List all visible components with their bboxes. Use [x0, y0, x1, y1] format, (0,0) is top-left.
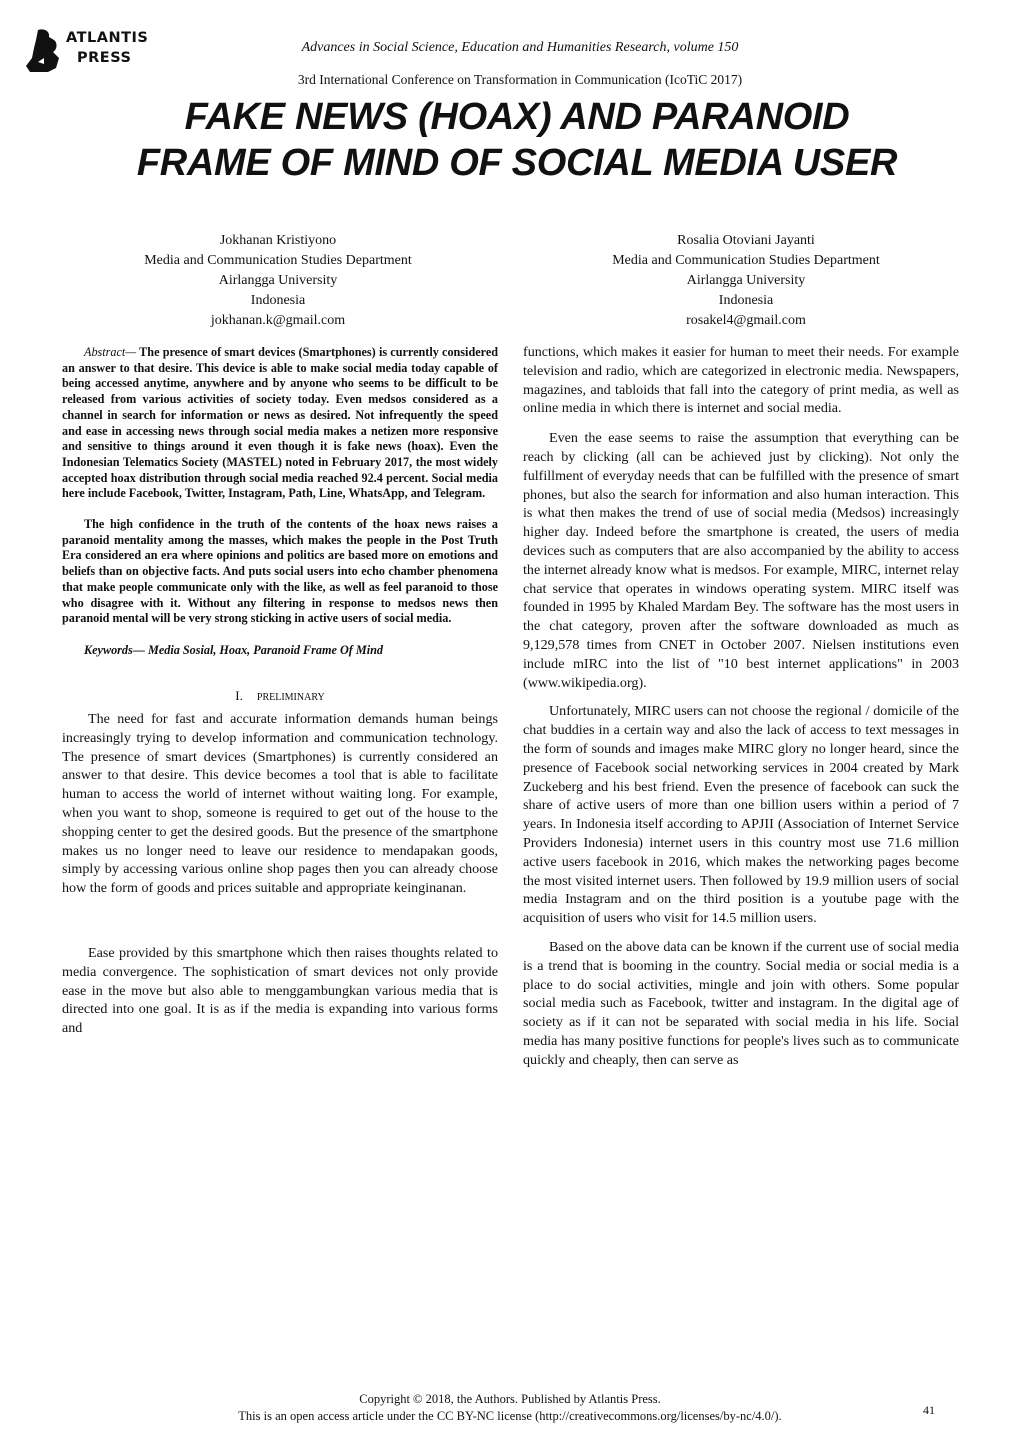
abstract-label: Abstract—: [84, 345, 137, 359]
title-line-1: FAKE NEWS (HOAX) AND PARANOID: [184, 96, 850, 138]
author-block-2: [526, 231, 966, 331]
abstract-paragraph-1: [62, 345, 498, 502]
author-country: Indonesia: [250, 293, 306, 308]
author-country: Indonesia: [718, 293, 774, 308]
left-column: [62, 345, 498, 1038]
license-notice: This is an open access article under the CC BY-NC license (http://creativecommons.org/licenses/by-nc/4.0/).: [238, 1409, 782, 1423]
body-paragraph: Even the ease seems to raise the assumption that everything can be reach by clicking (all can be achieved just by clicking). Not only the fulfillment of everyday needs that can be fulfilled with the presence of smart phones, but also the search for information and also human interaction. This is what then makes the trend of use of social media (Medsos) increasingly higher day. Indeed before the smartphone is created, the users of media devices such as computers that are also accompanied by the ability to access the internet already know what is medsos. For example, MIRC, internet relay chat service that operates in windows operating system. MIRC itself was founded in 1995 by Khaled Mardam Bey. The software has the most users in the chat category, proven after the software downloaded as much as 9,129,578 times from CNET in October 2007. Nielsen institutions even include mIRC into the list of "10 best internet applications" in 2003 (www.wikipedia.org).: [523, 430, 960, 691]
logo-text-line2: PRESS: [77, 50, 132, 66]
page-number: 41: [923, 1403, 935, 1417]
abstract-text: The presence of smart devices (Smartphones) is currently considered an answer to that desire. This device is able to make social media today capable of being accessed anytime, anywhere and by anyone who seems to be difficult to be released from various activities of society today. Even medsos considered as a channel in search for information or news as desired. Not infrequently the speed and ease in accessing news through social media makes a netizen more responsive and sensitive to things around it even though it is fake news (hoax). Even the Indonesian Telematics Society (MASTEL) noted in February 2017, the most widely accepted hoax distribution through social media reached 92.4 percent. Social media here include Facebook, Twitter, Instagram, Path, Line, WhatsApp, and Telegram.: [62, 345, 499, 501]
author-university: Airlangga University: [218, 273, 338, 288]
body-paragraph: Ease provided by this smartphone which then raises thoughts related to media convergence. The sophistication of smart devices not only provide ease in the move but also able to menggambungkan various media that is directed into one goal. It is as if the media is expanding into various forms and: [62, 944, 498, 1037]
author-department: Media and Communication Studies Department: [144, 253, 412, 268]
author-block-1: [58, 231, 498, 331]
title-line-2: FRAME OF MIND OF SOCIAL MEDIA USER: [136, 142, 898, 184]
section-number: I.: [235, 687, 243, 703]
keywords: Keywords— Media Sosial, Hoax, Paranoid Frame Of Mind: [84, 642, 383, 657]
logo-text-line1: ATLANTIS: [66, 30, 149, 46]
body-paragraph: functions, which makes it easier for human to meet their needs. For example television and radio, which are categorized in electronic media. Newspapers, magazines, and tabloids that fall into the category of print media, as well as online media in which there is internet and social media.: [523, 344, 959, 417]
author-name: Rosalia Otoviani Jayanti: [677, 233, 815, 248]
series-title: Advances in Social Science, Education and Humanities Research, volume 150: [301, 40, 739, 55]
conference-title: 3rd International Conference on Transformation in Communication (IcoTiC 2017): [297, 72, 743, 87]
body-paragraph: Unfortunately, MIRC users can not choose the regional / domicile of the chat buddies in a certain way and also the lack of access to text messages in the form of sounds and images make MIRC glory no longer heard, since the presence of Facebook social networking services in 2004 created by Mark Zuckeberg and his best friend. Even the presence of facebook can suck the share of active users of more than one billion users within a period of 7 years. In Indonesia itself according to APJII (Association of Internet Service Providers Indonesia) internet users in this country most use 71.6 million active users facebook in 2016, which makes the networking pages become the most visited internet users. Then followed by 19.9 million users of social media Instagram and on the third position is a youtube page with the acquisition of users who visit for 14.5 million users.: [523, 703, 959, 927]
author-name: Jokhanan Kristiyono: [219, 233, 337, 248]
section-title: PRELIMINARY: [256, 691, 325, 703]
author-department: Media and Communication Studies Department: [612, 253, 880, 268]
page-footer: [0, 1391, 1020, 1425]
body-paragraph: Based on the above data can be known if the current use of social media is a trend that is booming in the country. Social media or social media is a place to do social activities, mingle and join with others. Some popular social media such as Facebook, twitter and instagram. In the digital age of society as if it can not be separated with social media in his life. Social media has many positive functions for people's lives such as to communicate quickly and cheaply, then can serve as: [523, 938, 959, 1068]
abstract-paragraph-2: The high confidence in the truth of the contents of the hoax news raises a paranoid mentality among the masses, which makes the people in the Post Truth Era considered an era where opinions and politics are based more on emotions and beliefs than on objective facts. And puts social users into echo chamber phenomena that make people communicate only with the like, as well as feel paranoid to those who disagree with it. Without any filtering in response to medsos news then paranoid mental will be very strong sticking in active users of social media.: [62, 517, 498, 626]
right-column: [523, 343, 959, 1069]
author-university: Airlangga University: [686, 273, 806, 288]
author-email[interactable]: jokhanan.k@gmail.com: [210, 313, 346, 328]
author-email[interactable]: rosakel4@gmail.com: [686, 313, 806, 328]
paper-title: [0, 94, 1020, 186]
copyright-notice: Copyright © 2018, the Authors. Published by Atlantis Press.: [359, 1392, 661, 1406]
section-heading: [62, 688, 498, 704]
body-paragraph: The need for fast and accurate information demands human beings increasingly trying to develop information and communication technology. The presence of smart devices (Smartphones) is currently considered an answer to that desire. This device becomes a tool that is able to facilitate human to access the world of internet without waiting long. For example, when you want to shop, someone is required to get out of the house to the shopping center to get the desired goods. But the presence of the smartphone makes us no longer need to leave our residence to mendapakan goods, simply by accessing various online shop pages then you can already choose how the form of goods and prices suitable and appropriate keinginanan.: [62, 710, 498, 897]
